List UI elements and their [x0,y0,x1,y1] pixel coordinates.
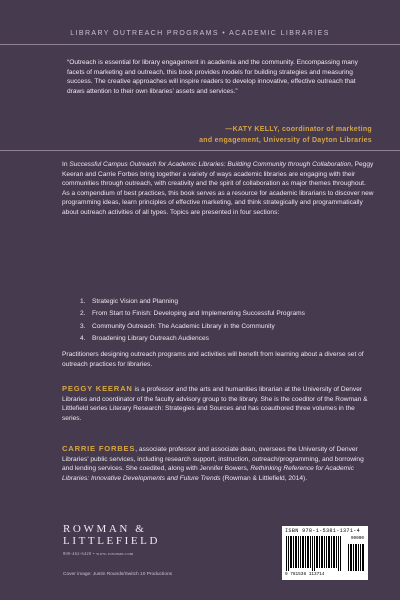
bio-text: is a professor and the arts and humanities librarian at the University of Denver Libraries and coordinator of the faculty advisory group to the library. She is the coeditor of the Rowman & Littlefield series Literary Research: Strategies and Sources and has coauthored three volumes in the series. [62,386,368,422]
list-number: 2. [80,310,86,318]
isbn-label: ISBN 978-1-5381-1371-4 [285,528,361,534]
cover-credit: Cover image: Justin Rounds/Switch 10 Productions [63,572,173,577]
book-title: Successful Campus Outreach for Academic Libraries: Building Community through Collaboration [69,161,351,168]
list-number: 4. [80,334,86,342]
list-item [80,321,370,333]
list-label: Community Outreach: The Academic Library in the Community [92,322,275,330]
bio-peggy-keeran [62,384,374,423]
barcode-number: 9 781538 113714 [285,572,325,577]
price-barcode-icon [348,544,364,571]
attribution-line-1: —KATY KELLY, coordinator of marketing [225,126,372,133]
list-label: Strategic Vision and Planning [92,298,179,305]
publisher-contact: 800-462-6420 • www.rowman.com [63,551,134,556]
attribution-line-2: and engagement, University of Dayton Libraries [199,137,372,144]
practitioners-paragraph: Practitioners designing outreach programs and activities will benefit from learning about a diverse set of outreach practices for libraries. [62,351,364,368]
bio-text: (Rowman & Littlefield, 2014). [220,474,308,482]
author-name: CARRIE FORBES [62,444,136,453]
series-banner: LIBRARY OUTREACH PROGRAMS • ACADEMIC LIBRARIES [70,30,330,37]
barcode-icon [286,536,344,571]
banner-divider [0,44,400,45]
list-item [80,296,370,308]
bio-carrie-forbes [62,444,374,483]
bio-text: , associate professor and associate dean, oversees the University of Denver Libraries’ public services, including research support, instruction, outreach/programming, and borrowing and lending services. She coedited, along with Jennifer Bowers, [62,446,364,473]
description-rest: , Peggy Keeran and Carrie Forbes bring together a variety of ways academic libraries are engaging with their communities through outreach, with creativity and the spirit of collaboration as major themes throughout. As a compendium of best practices, this book serves as a resource for academic librarians to discover new programming ideas, learn principles of effective marketing, and think strategically and programmatically about outreach activities of all types. Topics are presented in four sections: [62,161,374,216]
quote-divider [0,150,400,151]
publisher-name-line-2: LITTLEFIELD [63,535,161,547]
barcode-box [282,526,368,580]
book-title: Rethinking Reference for Academic Libraries: Innovative Developments and Future Trends [62,465,354,482]
description-paragraph [62,160,374,218]
price-code: 90000 [350,536,364,541]
list-label: Broadening Library Outreach Audiences [92,334,209,342]
list-item [80,308,370,320]
endorsement-quote: “Outreach is essential for library engagement in academia and the community. Encompassing many facets of marketing and outreach, this book provides models for building strategies and measuring success. The creative approaches will inspire readers to develop innovative, effective outreach that draws attention to their own libraries’ assets and services.” [67,59,358,95]
author-name: PEGGY KEERAN [62,384,133,393]
list-label: From Start to Finish: Developing and Implementing Successful Programs [92,310,305,318]
publisher-logo [63,523,160,556]
description-lead: In [62,161,70,168]
publisher-name-line-1: ROWMAN & [63,523,147,535]
sections-list [80,296,370,345]
list-number: 1. [80,298,86,305]
endorsement-attribution [72,124,372,146]
list-number: 3. [80,322,86,330]
list-item [80,333,370,345]
